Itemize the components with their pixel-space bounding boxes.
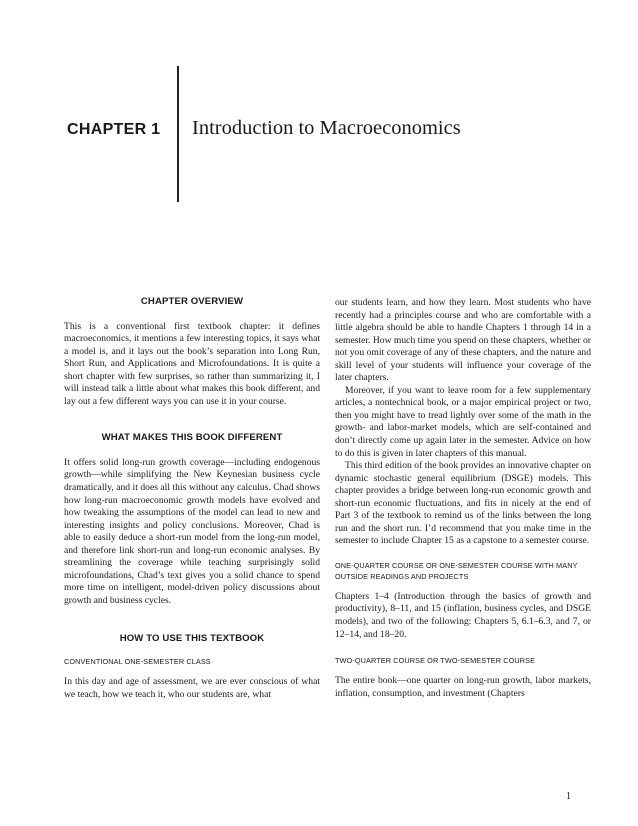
one-quarter-paragraph: Chapters 1–4 (Introduction through the basics of growth and productivity), 8–11, and 15 (inflation, business cycles, and DSGE models), and two of the following: Chapters 5, 6.1–6.3, and 7, or 12–14, and 18–20. xyxy=(335,590,591,640)
two-quarter-paragraph: The entire book—one quarter on long-run growth, labor markets, inflation, consumption, and investment (Chapters xyxy=(335,675,591,699)
chapter-label: CHAPTER 1 xyxy=(67,121,161,138)
right-paragraph-2: Moreover, if you want to leave room for a few supplementary articles, a nontechnical book, or a major empirical project or two, then you might have to tread lightly over some of the math in the growth- and labor-market models, which are self-contained and don’t directly come up again later in the semester. Advice on how to do this is given in later chapters of this manual. xyxy=(335,384,591,459)
chapter-divider xyxy=(177,66,179,202)
chapter-title: Introduction to Macroeconomics xyxy=(192,117,461,139)
two-quarter-subheading: TWO-QUARTER COURSE OR TWO-SEMESTER COURSE xyxy=(335,656,536,666)
use-heading: HOW TO USE THIS TEXTBOOK xyxy=(119,633,265,645)
left-column xyxy=(64,296,320,701)
overview-heading: CHAPTER OVERVIEW xyxy=(140,296,244,307)
conventional-paragraph: In this day and age of assessment, we are ever conscious of what we teach, how we teach it, who our students are, what xyxy=(64,676,320,700)
right-paragraph-1: our students learn, and how they learn. Most students who have recently had a principles course and who are comfortable with a little algebra should be able to handle Chapters 1 through 14 in a semester. How much time you spend on these chapters, whether or not you omit coverage of any of these chapters, and the nature and skill level of your students will influence your coverage of the later chapters. xyxy=(335,297,591,384)
right-column xyxy=(335,297,591,700)
overview-paragraph: This is a conventional first textbook chapter: it defines macroeconomics, it mentions a few interesting topics, it says what a model is, and it lays out the book’s separation into Long Run, Short Run, and Applications and Microfoundations. It is quite a short chapter with few surprises, so rather than summarizing it, I will instead talk a little about what makes this book different, and lay out a few different ways you can use it in your course. xyxy=(64,320,320,407)
page-number: 1 xyxy=(566,791,571,802)
different-paragraph: It offers solid long-run growth coverage—including endogenous growth—while simplifying the New Keynesian business cycle dramatically, and it does all this without any calculus. Chad shows how long-run macroeconomic growth models have evolved and how tweaking the assumptions of the model can lead to new and interesting insights and policy conclusions. Moreover, Chad is able to easily deduce a short-run model from the long-run model, and therefore link short-run and long-run economic analyses. By streamlining the coverage while teaching surprisingly solid microfoundations, Chad’s text gives you a solid chance to spend more time on intelligent, model-driven policy discussions about growth and business cycles. xyxy=(64,456,320,606)
different-heading: WHAT MAKES THIS BOOK DIFFERENT xyxy=(101,432,283,444)
one-quarter-subheading: ONE-QUARTER COURSE OR ONE-SEMESTER COURSE WITH MANY OUTSIDE READINGS AND PROJECTS xyxy=(335,560,578,581)
right-paragraph-3: This third edition of the book provides an innovative chapter on dynamic stochastic general equilibrium (DSGE) models. This chapter provides a bridge between long-run economic growth and short-run economic fluctuations, and fits in nicely at the end of Part 3 of the textbook to remind us of the links between the long run and the short run. I’d recommend that you make time in the semester to include Chapter 15 as a capstone to a semester course. xyxy=(335,460,591,547)
conventional-subheading: CONVENTIONAL ONE-SEMESTER CLASS xyxy=(64,657,211,667)
